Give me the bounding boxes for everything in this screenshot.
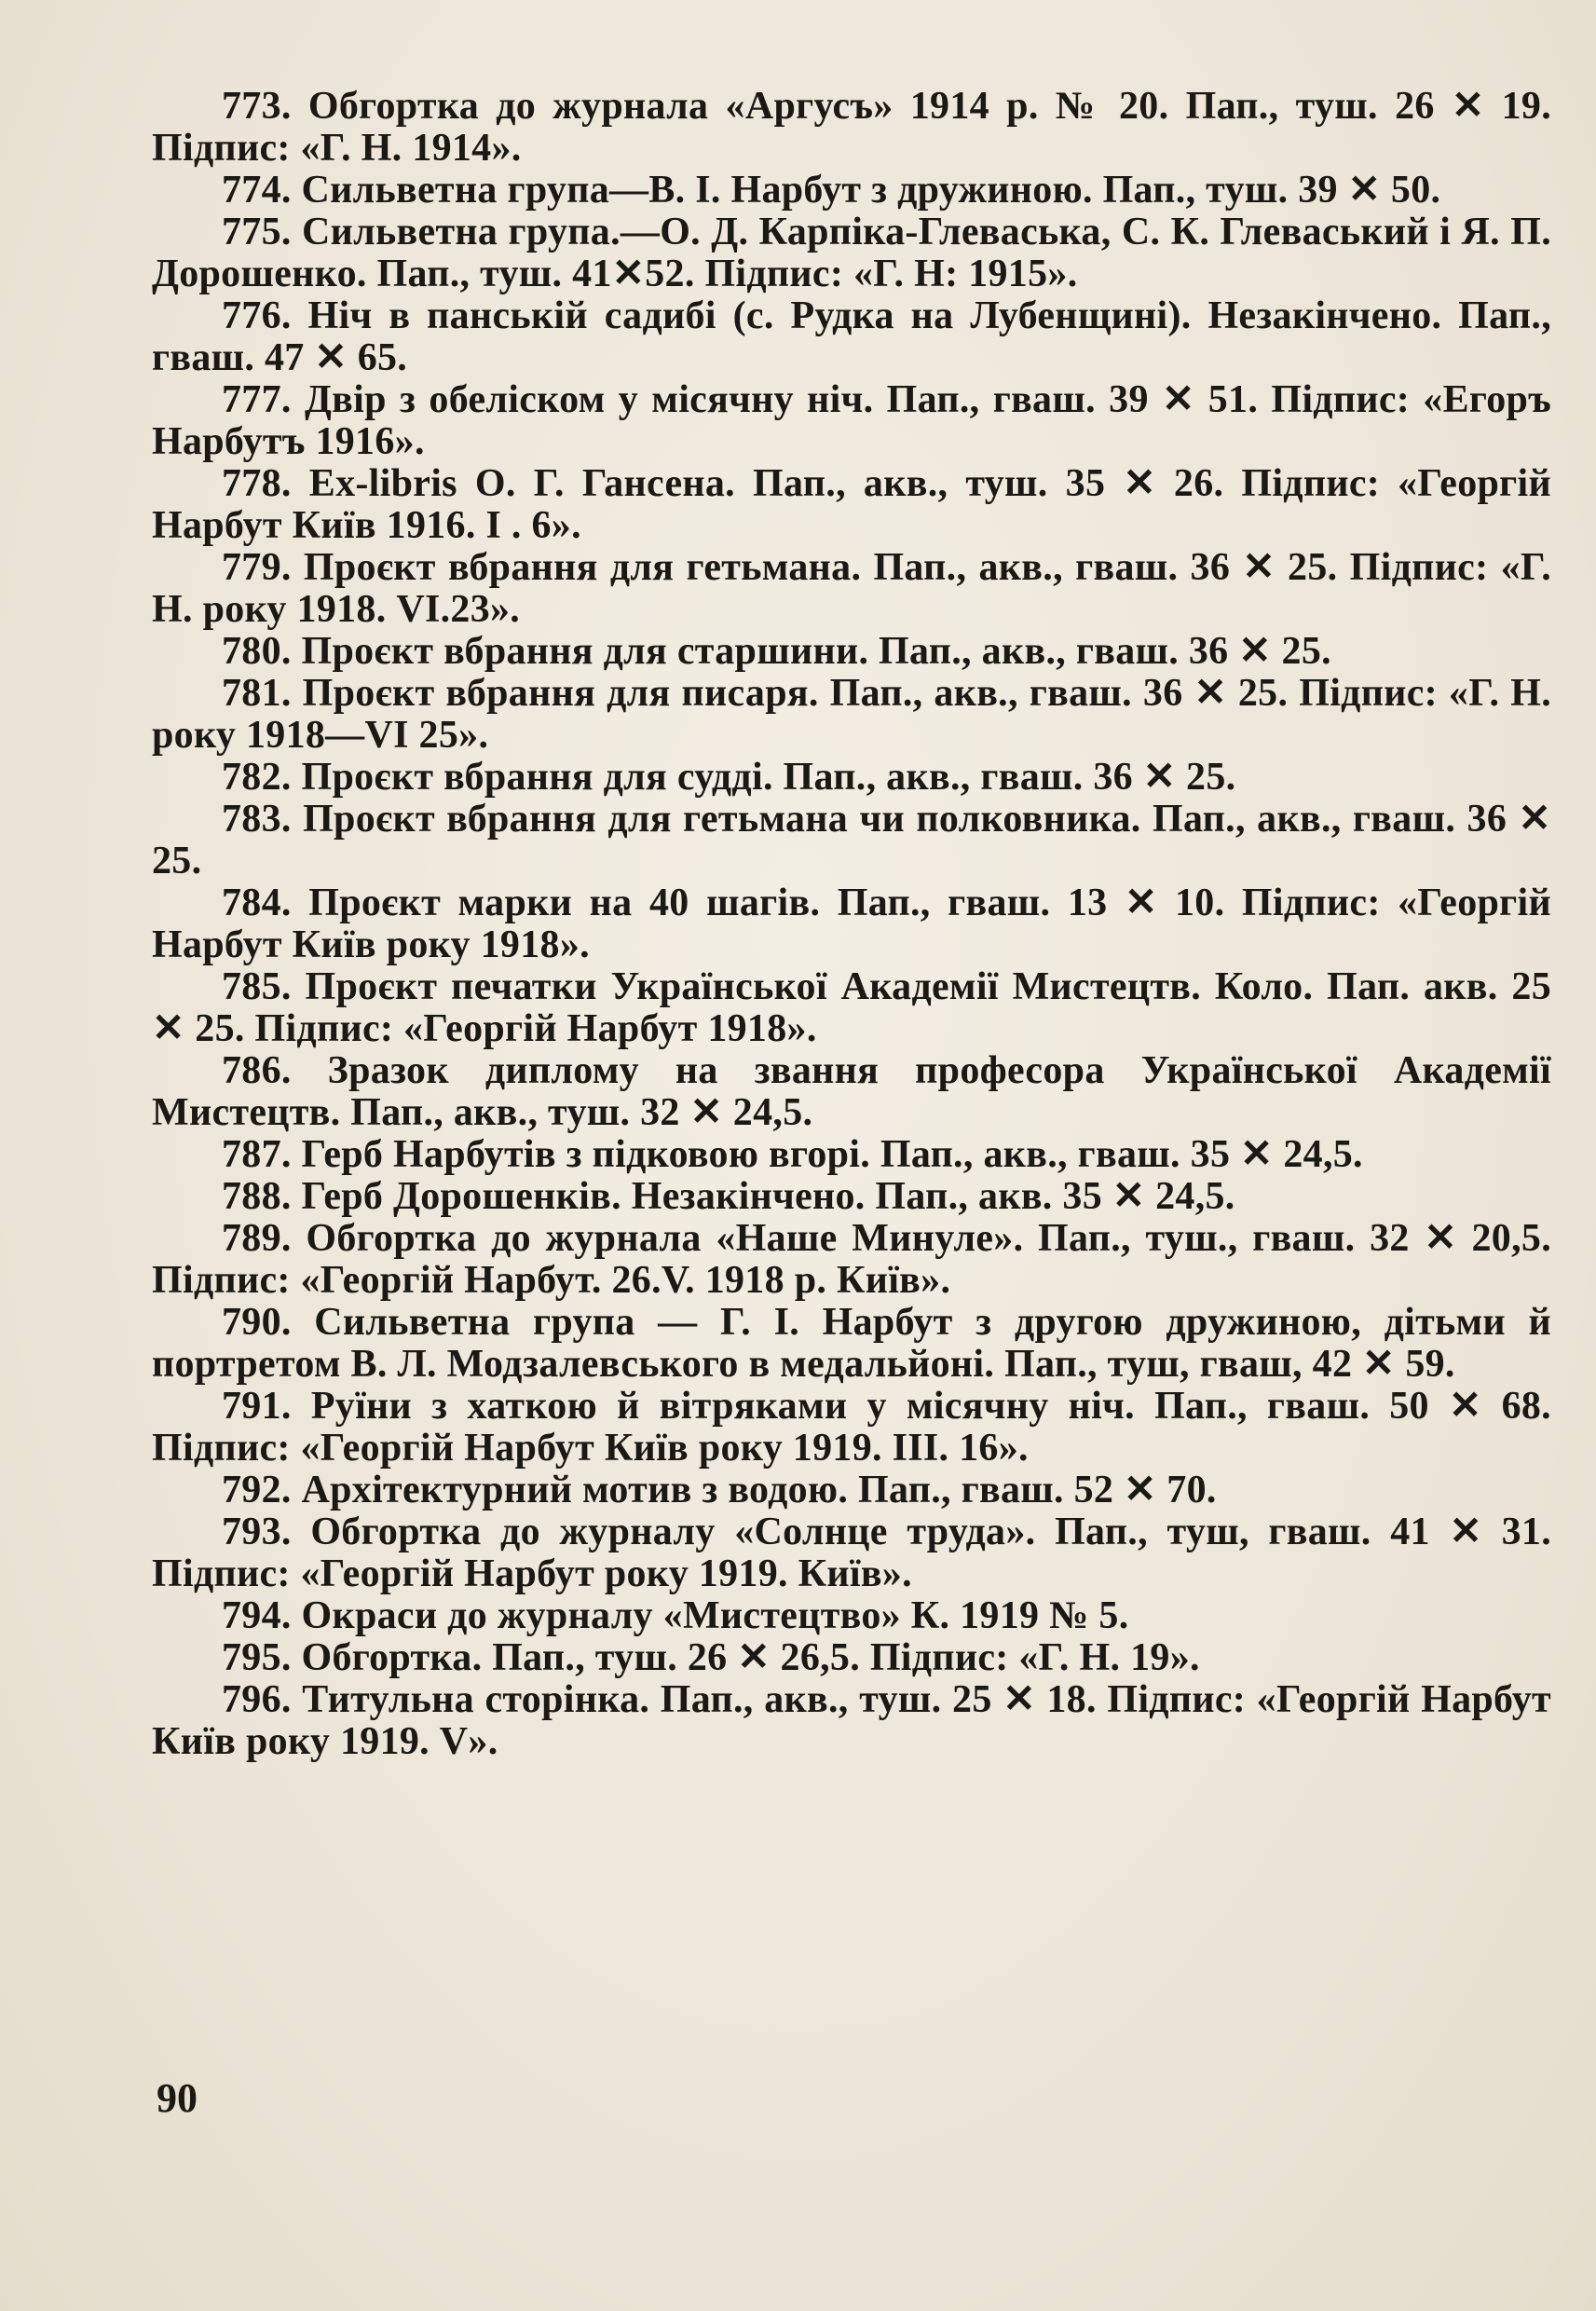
catalog-entry-790: 790. Сильветна група — Г. І. Нарбут з другою дружиною, дітьми й портретом В. Л. Модзалевського в медальйоні. Пап., туш, гваш, 42 ✕ 59. [152, 1301, 1551, 1386]
catalog-entry-776: 776. Ніч в панській садибі (с. Рудка на Лубенщині). Незакінчено. Пап., гваш. 47 ✕ 65. [152, 294, 1551, 379]
catalog-entry-789: 789. Обгортка до журнала «Наше Минуле». Пап., туш., гваш. 32 ✕ 20,5. Підпис: «Георгій Нарбут. 26.V. 1918 р. Київ». [152, 1217, 1551, 1302]
catalog-entry-793: 793. Обгортка до журналу «Солнце труда». Пап., туш, гваш. 41 ✕ 31. Підпис: «Георгій Нарбут року 1919. Київ». [152, 1511, 1551, 1595]
catalog-entry-786: 786. Зразок диплому на звання професора Української Академії Мистецтв. Пап., акв., туш. 32 ✕ 24,5. [152, 1049, 1551, 1134]
catalog-entry-792: 792. Архітектурний мотив з водою. Пап., гваш. 52 ✕ 70. [222, 1469, 1217, 1511]
catalog-entry-795: 795. Обгортка. Пап., туш. 26 ✕ 26,5. Підпис: «Г. Н. 19». [222, 1636, 1200, 1679]
page-number: 90 [157, 2075, 198, 2121]
catalog-entry-773: 773. Обгортка до журнала «Аргусъ» 1914 р. № 20. Пап., туш. 26 ✕ 19. Підпис: «Г. Н. 1914». [152, 85, 1551, 170]
catalog-entry-788: 788. Герб Дорошенків. Незакінчено. Пап., акв. 35 ✕ 24,5. [222, 1175, 1235, 1218]
catalog-entry-774: 774. Сильветна група—В. І. Нарбут з дружиною. Пап., туш. 39 ✕ 50. [222, 169, 1441, 212]
catalog-entry-778: 778. Ex-libris О. Г. Гансена. Пап., акв., туш. 35 ✕ 26. Підпис: «Георгій Нарбут Київ 1916. I . 6». [152, 462, 1551, 547]
catalog-entry-779: 779. Проєкт вбрання для гетьмана. Пап., акв., гваш. 36 ✕ 25. Підпис: «Г. Н. року 1918. VI.23». [152, 546, 1551, 631]
catalog-entry-781: 781. Проєкт вбрання для писаря. Пап., акв., гваш. 36 ✕ 25. Підпис: «Г. Н. року 1918—VI 25». [152, 672, 1551, 757]
catalog-entries [152, 86, 1551, 1763]
catalog-entry-777: 777. Двір з обеліском у місячну ніч. Пап., гваш. 39 ✕ 51. Підпис: «Егоръ Нарбутъ 1916». [152, 378, 1551, 463]
catalog-entry-787: 787. Герб Нарбутів з підковою вгорі. Пап., акв., гваш. 35 ✕ 24,5. [222, 1133, 1363, 1176]
catalog-entry-775: 775. Сильветна група.—О. Д. Карпіка-Глеваська, С. К. Глеваський і Я. П. Дорошенко. Пап., туш. 41✕52. Підпис: «Г. Н: 1915». [152, 211, 1551, 295]
catalog-entry-785: 785. Проєкт печатки Української Академії Мистецтв. Коло. Пап. акв. 25 ✕ 25. Підпис: «Георгій Нарбут 1918». [152, 965, 1551, 1050]
catalog-entry-780: 780. Проєкт вбрання для старшини. Пап., акв., гваш. 36 ✕ 25. [222, 630, 1331, 673]
catalog-entry-784: 784. Проєкт марки на 40 шагів. Пап., гваш. 13 ✕ 10. Підпис: «Георгій Нарбут Київ року 1918». [152, 882, 1551, 966]
catalog-entry-796: 796. Титульна сторінка. Пап., акв., туш. 25 ✕ 18. Підпис: «Георгій Нарбут Київ року 1919. V». [152, 1678, 1551, 1763]
catalog-entry-794: 794. Окраси до журналу «Мистецтво» К. 1919 № 5. [222, 1594, 1129, 1637]
catalog-entry-791: 791. Руїни з хаткою й вітряками у місячну ніч. Пап., гваш. 50 ✕ 68. Підпис: «Георгій Нарбут Київ року 1919. III. 16». [152, 1385, 1551, 1470]
catalog-entry-783: 783. Проєкт вбрання для гетьмана чи полковника. Пап., акв., гваш. 36 ✕ 25. [152, 798, 1551, 882]
catalog-entry-782: 782. Проєкт вбрання для судді. Пап., акв., гваш. 36 ✕ 25. [222, 756, 1236, 799]
